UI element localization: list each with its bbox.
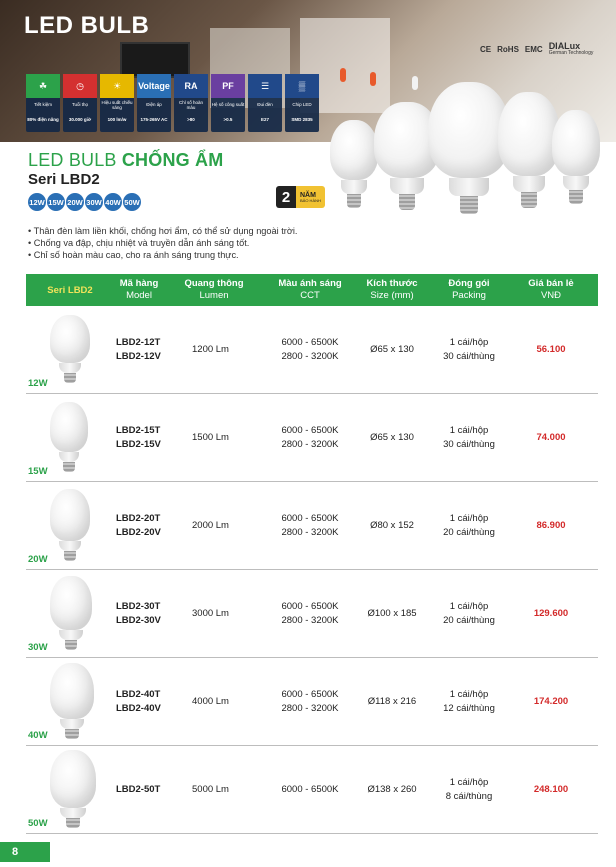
size-cell: Ø65 x 130 — [370, 432, 414, 444]
feature-label: Đui đèn — [257, 102, 273, 108]
bulb-image — [50, 576, 92, 650]
price-cell: 174.200 — [533, 696, 569, 708]
certifications — [480, 42, 593, 56]
feature-tile — [137, 74, 171, 132]
feature-value: 100 lm/w — [107, 117, 127, 122]
product-title: LED BULB CHỐNG ẨM — [28, 150, 224, 170]
table-header — [26, 274, 598, 306]
feature-bullet: • Chống va đập, chịu nhiệt và truyền dẫn ánh sáng tốt. — [28, 238, 250, 249]
header-packing: Đóng gói Packing — [448, 278, 490, 301]
table-row — [26, 570, 598, 658]
row-wattage: 15W — [28, 466, 48, 477]
feature-label: Tiết kiệm — [33, 102, 53, 108]
wattage-badge: 12W — [28, 193, 46, 211]
bulb-image — [50, 750, 96, 828]
lumen-cell: 5000 Lm — [192, 784, 229, 796]
row-wattage: 12W — [28, 378, 48, 389]
model-cell: LBD2-12T LBD2-12V — [116, 337, 161, 362]
size-cell: Ø118 x 216 — [367, 696, 417, 708]
feature-label: Điện áp — [146, 102, 162, 108]
feature-label: Chip LED — [292, 102, 312, 108]
price-cell: 86.900 — [536, 520, 566, 532]
feature-label: Tuổi thọ — [71, 102, 89, 108]
bulb-image — [552, 110, 600, 204]
packing-cell: 1 cái/hộp 30 cái/thùng — [443, 425, 495, 450]
wattage-badge: 30W — [85, 193, 103, 211]
ra-icon: RA — [174, 74, 208, 98]
table-row — [26, 746, 598, 834]
warranty-badge: 2 NĂM BẢO HÀNH — [276, 186, 330, 208]
header-size: Kích thước Size (mm) — [366, 278, 418, 301]
header-lumen: Quang thông Lumen — [184, 278, 244, 301]
model-cell: LBD2-30T LBD2-30V — [116, 601, 161, 626]
feature-tile — [63, 74, 97, 132]
feature-value: 175-265V AC — [140, 117, 168, 122]
cct-cell: 6000 - 6500K 2800 - 3200K — [281, 513, 339, 538]
cct-cell: 6000 - 6500K 2800 - 3200K — [281, 425, 339, 450]
ce-cert-icon: CE — [480, 44, 492, 54]
feature-value: 30.000 giờ — [68, 117, 92, 122]
wattage-badge: 40W — [104, 193, 122, 211]
feature-list — [28, 225, 297, 261]
banner-title: LED BULB — [24, 12, 150, 39]
size-cell: Ø65 x 130 — [370, 344, 414, 356]
bulb-image — [50, 489, 90, 561]
size-cell: Ø80 x 152 — [370, 520, 414, 532]
table-row — [26, 306, 598, 394]
feature-label: Hiệu suất chiếu sáng — [101, 99, 133, 110]
header-model: Mã hàng Model — [119, 278, 159, 301]
cct-cell: 6000 - 6500K 2800 - 3200K — [281, 601, 339, 626]
pf-icon: PF — [211, 74, 245, 98]
cct-cell: 6000 - 6500K 2800 - 3200K — [281, 689, 339, 714]
model-cell: LBD2-20T LBD2-20V — [116, 513, 161, 538]
series-header: Seri LBD2 — [47, 285, 93, 296]
header-price: Giá bán lẻ VNĐ — [528, 278, 574, 301]
packing-cell: 1 cái/hộp 8 cái/thùng — [445, 777, 493, 802]
cct-cell: 6000 - 6500K — [281, 784, 339, 796]
price-cell: 56.100 — [536, 344, 566, 356]
bulb-icon: ☀ — [100, 74, 134, 98]
feature-label: Chỉ số hoàn màu — [178, 99, 204, 110]
packing-cell: 1 cái/hộp 20 cái/thùng — [443, 601, 495, 626]
dialux-logo: DIALux German Technology — [548, 41, 594, 56]
cct-cell: 6000 - 6500K 2800 - 3200K — [281, 337, 339, 362]
feature-tile — [285, 74, 319, 132]
table-row — [26, 482, 598, 570]
feature-value: E27 — [260, 117, 269, 122]
feature-tile — [248, 74, 282, 132]
feature-bullet: • Chỉ số hoàn màu cao, cho ra ánh sáng trung thực. — [28, 250, 239, 261]
lumen-cell: 1200 Lm — [192, 344, 229, 356]
feature-tile — [100, 74, 134, 132]
packing-cell: 1 cái/hộp 12 cái/thùng — [443, 689, 495, 714]
table-row — [26, 394, 598, 482]
bulb-image — [50, 402, 88, 472]
feature-icons — [26, 74, 319, 132]
bulb-image — [498, 92, 560, 208]
feature-value: >80 — [187, 117, 195, 122]
wattage-badge: 15W — [47, 193, 65, 211]
feature-tile — [174, 74, 208, 132]
series-name: Seri LBD2 — [28, 171, 100, 188]
packing-cell: 1 cái/hộp 30 cái/thùng — [443, 337, 495, 362]
rohs-cert-icon: RoHS — [497, 44, 519, 54]
wattage-badges — [28, 193, 141, 211]
lumen-cell: 4000 Lm — [192, 696, 229, 708]
feature-bullet: • Thân đèn làm liền khối, chống hơi ẩm, có thể sử dụng ngoài trời. — [28, 226, 298, 236]
header-cct: Màu ánh sáng CCT — [278, 278, 342, 301]
wattage-badge: 20W — [66, 193, 84, 211]
bulb-image — [50, 315, 90, 383]
leaf-icon: ☘ — [26, 74, 60, 98]
price-cell: 129.600 — [533, 608, 569, 620]
table-row — [26, 658, 598, 746]
row-wattage: 50W — [28, 818, 48, 829]
feature-value: >0.5 — [223, 117, 233, 122]
model-cell: LBD2-40T LBD2-40V — [116, 689, 161, 714]
socket-icon: ☰ — [248, 74, 282, 98]
emc-cert-icon: EMC — [524, 44, 543, 54]
size-cell: Ø100 x 185 — [367, 608, 417, 620]
tv-decoration — [120, 42, 190, 78]
lumen-cell: 3000 Lm — [192, 608, 229, 620]
feature-label: Hệ số công suất — [211, 102, 245, 108]
page-number: 8 — [0, 842, 50, 862]
feature-value: 80% điện năng — [27, 117, 59, 122]
model-cell: LBD2-50T — [116, 784, 161, 796]
clock-icon: ◷ — [63, 74, 97, 98]
size-cell: Ø138 x 260 — [367, 784, 417, 796]
price-cell: 248.100 — [533, 784, 569, 796]
feature-value: SMD 2835 — [291, 117, 313, 122]
bulb-image — [330, 120, 378, 208]
packing-cell: 1 cái/hộp 20 cái/thùng — [443, 513, 495, 538]
lumen-cell: 2000 Lm — [192, 520, 229, 532]
wattage-badge: 50W — [123, 193, 141, 211]
feature-tile — [26, 74, 60, 132]
row-wattage: 40W — [28, 730, 48, 741]
row-wattage: 20W — [28, 554, 48, 565]
row-wattage: 30W — [28, 642, 48, 653]
lumen-cell: 1500 Lm — [192, 432, 229, 444]
feature-tile — [211, 74, 245, 132]
voltage-icon: Voltage — [137, 74, 171, 98]
model-cell: LBD2-15T LBD2-15V — [116, 425, 161, 450]
bulb-image — [50, 663, 94, 739]
price-cell: 74.000 — [536, 432, 566, 444]
product-bulbs-image — [330, 80, 600, 230]
chip-icon: ▒ — [285, 74, 319, 98]
